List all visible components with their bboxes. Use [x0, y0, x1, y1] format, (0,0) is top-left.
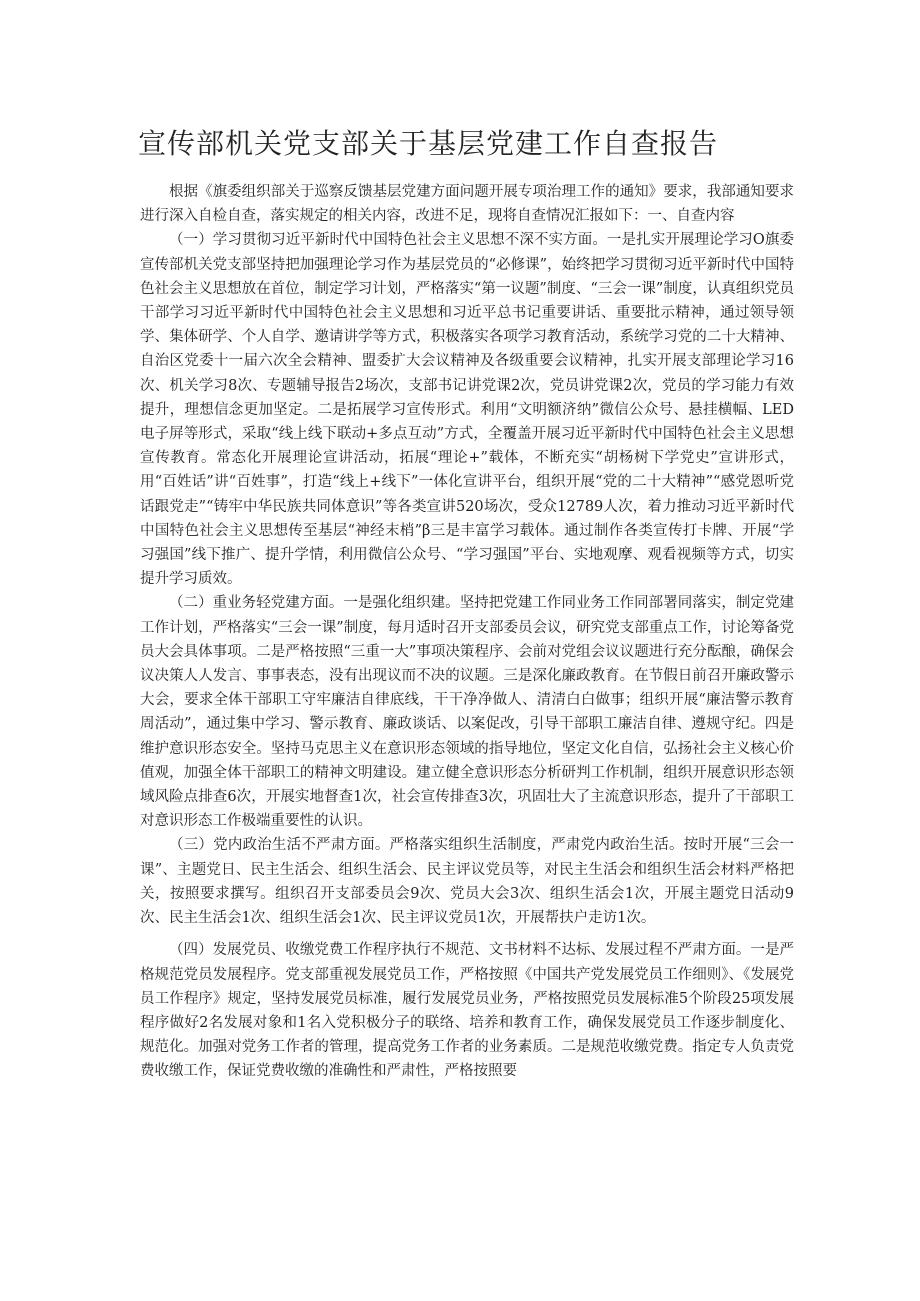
- document-title: 宣传部机关党支部关于基层党建工作自查报告: [138, 127, 719, 160]
- document-body: [140, 180, 794, 1084]
- paragraph-intro: 根据《旗委组织部关于巡察反馈基层党建方面问题开展专项治理工作的通知》要求，我部通知要求进行深入自检自查，落实规定的相关内容，改进不足，现将自查情况汇报如下：一、自查内容: [140, 184, 794, 225]
- paragraph-section-4: （四）发展党员、收缴党费工作程序执行不规范、文书材料不达标、发展过程不严肃方面。一是严格规范党员发展程序。党支部重视发展党员工作，严格按照《中国共产党发展党员工作细则》、《发展党员工作程序》规定，坚持发展党员标准，履行发展党员业务，严格按照党员发展标准5个阶段25项发展程序做好2名发展对象和1名入党积极分子的联络、培养和教育工作，确保发展党员工作逐步制度化、规范化。加强对党务工作者的管理，提高党务工作者的业务素质。二是规范收缴党费。指定专人负责党费收缴工作，保证党费收缴的准确性和严肃性，严格按照要: [140, 942, 794, 1080]
- paragraph-section-2: （二）重业务轻党建方面。一是强化组织建。坚持把党建工作同业务工作同部署同落实，制定党建工作计划，严格落实“三会一课”制度，每月适时召开支部委员会议，研究党支部重点工作，讨论筹备党员大会具体事项。二是严格按照“三重一大”事项决策程序、会前对党组会议议题进行充分酝酿，确保会议决策人人发言、事事表态，没有出现议而不决的议题。三是深化廉政教育。在节假日前召开廉政警示大会，要求全体干部职工守牢廉洁自律底线，干干净净做人、清清白白做事；组织开展“廉洁警示教育周活动”，通过集中学习、警示教育、廉政谈话、以案促改，引导干部职工廉洁自律、遵规守纪。四是维护意识形态安全。坚持马克思主义在意识形态领域的指导地位，坚定文化自信，弘扬社会主义核心价值观，加强全体干部职工的精神文明建设。建立健全意识形态分析研判工作机制，组织开展意识形态领域风险点排查6次，开展实地督查1次，社会宣传排查3次，巩固壮大了主流意识形态，提升了干部职工对意识形态工作极端重要性的认识。: [140, 595, 794, 830]
- paragraph-section-1: （一）学习贯彻习近平新时代中国特色社会主义思想不深不实方面。一是扎实开展理论学习O旗委宣传部机关党支部坚持把加强理论学习作为基层党员的“必修课”，始终把学习贯彻习近平新时代中国特色社会主义思想放在首位，制定学习计划，严格落实“第一议题”制度、“三会一课”制度，认真组织党员干部学习习近平新时代中国特色社会主义思想和习近平总书记重要讲话、重要批示精神，通过领导领学、集体研学、个人自学、邀请讲学等方式，积极落实各项学习教育活动，系统学习党的二十大精神、自治区党委十一届六次全会精神、盟委扩大会议精神及各级重要会议精神，扎实开展支部理论学习16次、机关学习8次、专题辅导报告2场次，支部书记讲党课2次，党员讲党课2次，党员的学习能力有效提升，理想信念更加坚定。二是拓展学习宣传形式。利用“文明额济纳”微信公众号、悬挂横幅、LED电子屏等形式，采取“线上线下联动+多点互动”方式，全覆盖开展习近平新时代中国特色社会主义思想宣传教育。常态化开展理论宣讲活动，拓展“理论+”载体，不断充实“胡杨树下学党史”宣讲形式，用“百姓话”讲“百姓事”，打造“线上+线下”一体化宣讲平台，组织开展“党的二十大精神”“感党恩听党话跟党走”“铸牢中华民族共同体意识”等各类宣讲520场次，受众12789人次，着力推动习近平新时代中国特色社会主义思想传至基层“神经末梢”β三是丰富学习载体。通过制作各类宣传打卡牌、开展“学习强国”线下推广、提升学情，利用微信公众号、“学习强国”平台、实地观摩、观看视频等方式，切实提升学习质效。: [140, 232, 794, 588]
- paragraph-section-3: （三）党内政治生活不严肃方面。严格落实组织生活制度，严肃党内政治生活。按时开展“三会一课”、主题党日、民主生活会、组织生活会、民主评议党员等，对民主生活会和组织生活会材料严格把关，按照要求撰写。组织召开支部委员会9次、党员大会3次、组织生活会1次，开展主题党日活动9次、民主生活会1次、组织生活会1次、民主评议党员1次，开展帮扶户走访1次。: [140, 837, 794, 927]
